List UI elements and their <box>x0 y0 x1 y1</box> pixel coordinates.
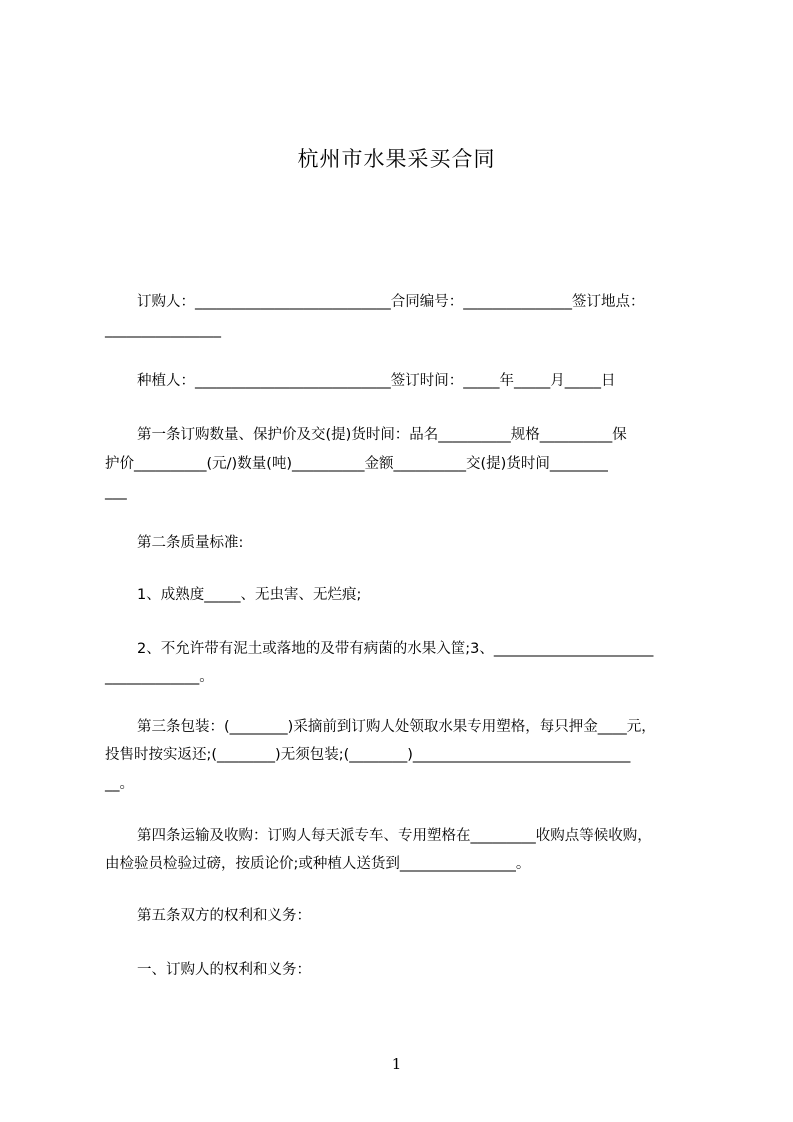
article-2-item-2-cont: _____________。 <box>105 669 214 685</box>
article-1-line-3: ___ <box>105 484 127 500</box>
article-3-line-3: __。 <box>105 776 134 792</box>
orderer-line-cont: ________________ <box>105 322 221 338</box>
article-4-line-1: 第四条运输及收购：订购人每天派专车、专用塑格在_________收购点等候收购， <box>137 828 652 844</box>
article-2-item-1: 1、成熟度_____、无虫害、无烂痕; <box>137 587 362 603</box>
document-title: 杭州市水果采买合同 <box>297 147 496 171</box>
article-3-line-2: 投售时按实返还;(________)无须包装;(________)______________________________ <box>105 747 631 763</box>
article-3-line-1: 第三条包装：(________)采摘前到订购人处领取水果专用塑格，每只押金____元， <box>137 719 656 735</box>
article-5-heading: 第五条双方的权利和义务： <box>137 908 311 924</box>
orderer-line: 订购人：___________________________合同编号：_______________签订地点： <box>137 294 645 310</box>
page-number: 1 <box>391 1055 402 1073</box>
article-4-line-2: 由检验员检验过磅，按质论价;或种植人送货到________________。 <box>105 856 531 872</box>
article-1-line-2: 护价__________(元/)数量(吨)__________金额__________交(提)货时间________ <box>105 456 608 472</box>
article-5-subheading: 一、订购人的权利和义务： <box>137 962 311 978</box>
article-1-line-1: 第一条订购数量、保护价及交(提)货时间：品名__________规格__________保 <box>137 427 627 443</box>
grower-line: 种植人：___________________________签订时间：_____年_____月_____日 <box>137 373 616 389</box>
article-2-heading: 第二条质量标准: <box>137 535 244 551</box>
article-2-item-2: 2、不允许带有泥土或落地的及带有病菌的水果入筐;3、______________________ <box>137 641 654 657</box>
